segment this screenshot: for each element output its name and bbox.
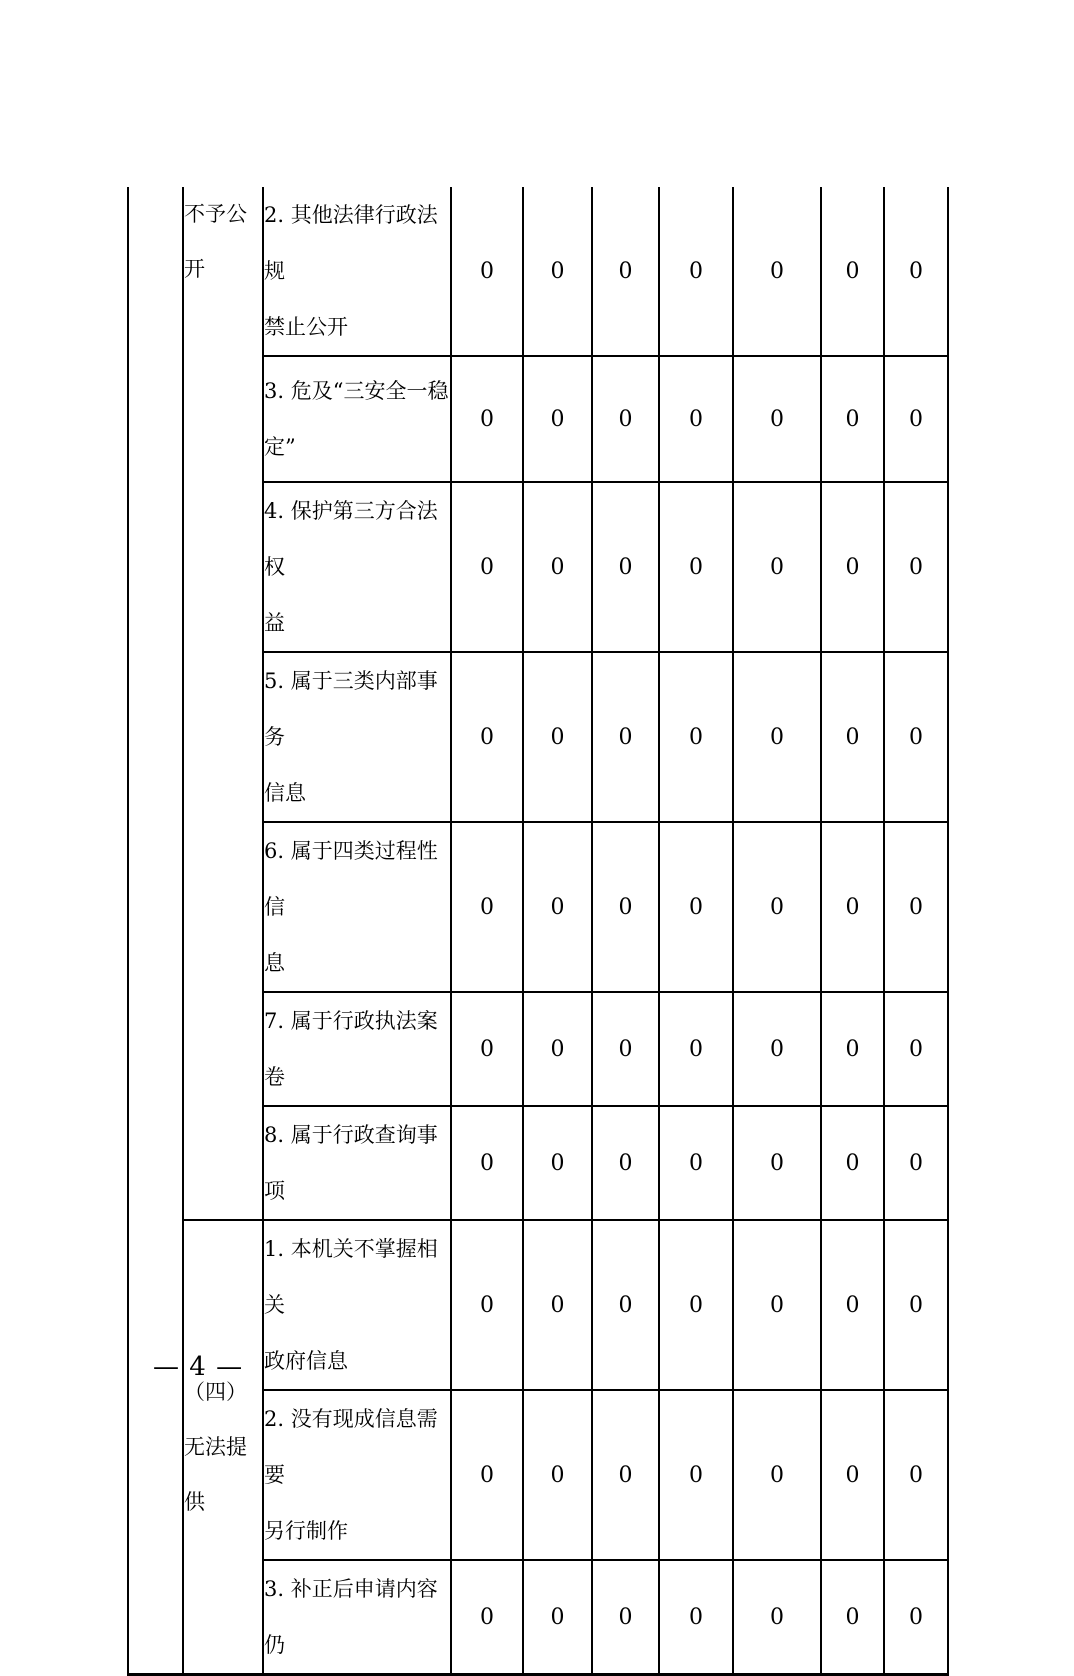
value-cell: 0 [733,356,821,482]
value-cell: 0 [821,652,884,822]
page-number: — 4 — [153,1352,244,1382]
category-cell-refuse-disclosure: 不予公 开 [183,187,263,1220]
value-cell: 0 [821,822,884,992]
row-label: 3. 补正后申请内容仍 [263,1560,451,1675]
value-cell: 0 [592,1560,659,1675]
value-cell: 0 [451,1390,523,1560]
value-cell: 0 [451,1560,523,1675]
value-cell: 0 [733,482,821,652]
row-label: 6. 属于四类过程性信 息 [263,822,451,992]
row-label: 5. 属于三类内部事务 信息 [263,652,451,822]
value-cell: 0 [592,1390,659,1560]
value-cell: 0 [451,992,523,1106]
value-cell: 0 [659,1220,733,1390]
value-cell: 0 [733,1560,821,1675]
value-cell: 0 [592,356,659,482]
row-label: 2. 没有现成信息需要 另行制作 [263,1390,451,1560]
row-label: 3. 危及“三安全一稳 定” [263,356,451,482]
row-label: 4. 保护第三方合法权 益 [263,482,451,652]
value-cell: 0 [733,822,821,992]
value-cell: 0 [821,1220,884,1390]
value-cell: 0 [523,652,592,822]
value-cell: 0 [659,356,733,482]
category-cell-unable-provide: （四） 无法提 供 [183,1220,263,1675]
value-cell: 0 [659,1390,733,1560]
value-cell: 0 [523,482,592,652]
value-cell: 0 [592,1220,659,1390]
row-label: 2. 其他法律行政法规 禁止公开 [263,187,451,356]
value-cell: 0 [821,992,884,1106]
value-cell: 0 [821,187,884,356]
value-cell: 0 [592,482,659,652]
value-cell: 0 [592,187,659,356]
value-cell: 0 [733,652,821,822]
value-cell: 0 [884,482,948,652]
value-cell: 0 [733,1220,821,1390]
value-cell: 0 [659,1560,733,1675]
row-label: 8. 属于行政查询事项 [263,1106,451,1220]
value-cell: 0 [523,992,592,1106]
value-cell: 0 [884,992,948,1106]
value-cell: 0 [884,1106,948,1220]
value-cell: 0 [659,822,733,992]
value-cell: 0 [884,1560,948,1675]
table-row [128,187,948,356]
value-cell: 0 [884,187,948,356]
value-cell: 0 [884,1220,948,1390]
value-cell: 0 [523,356,592,482]
value-cell: 0 [523,1560,592,1675]
value-cell: 0 [659,992,733,1106]
value-cell: 0 [451,1106,523,1220]
value-cell: 0 [659,187,733,356]
value-cell: 0 [451,482,523,652]
value-cell: 0 [451,356,523,482]
value-cell: 0 [523,822,592,992]
value-cell: 0 [523,1220,592,1390]
value-cell: 0 [523,1390,592,1560]
value-cell: 0 [592,992,659,1106]
value-cell: 0 [659,482,733,652]
value-cell: 0 [592,1106,659,1220]
value-cell: 0 [659,1106,733,1220]
value-cell: 0 [884,652,948,822]
value-cell: 0 [733,1106,821,1220]
value-cell: 0 [592,652,659,822]
value-cell: 0 [733,187,821,356]
left-spanner-cell [128,187,183,1675]
value-cell: 0 [451,187,523,356]
value-cell: 0 [733,1390,821,1560]
value-cell: 0 [659,652,733,822]
value-cell: 0 [821,1106,884,1220]
row-label: 7. 属于行政执法案卷 [263,992,451,1106]
value-cell: 0 [884,1390,948,1560]
value-cell: 0 [451,822,523,992]
value-cell: 0 [733,992,821,1106]
value-cell: 0 [523,1106,592,1220]
value-cell: 0 [451,652,523,822]
value-cell: 0 [884,822,948,992]
value-cell: 0 [884,356,948,482]
value-cell: 0 [821,482,884,652]
value-cell: 0 [821,1390,884,1560]
value-cell: 0 [821,356,884,482]
table-row [128,1220,948,1390]
value-cell: 0 [592,822,659,992]
disclosure-table [127,187,949,1676]
value-cell: 0 [523,187,592,356]
value-cell: 0 [821,1560,884,1675]
value-cell: 0 [451,1220,523,1390]
row-label: 1. 本机关不掌握相关 政府信息 [263,1220,451,1390]
